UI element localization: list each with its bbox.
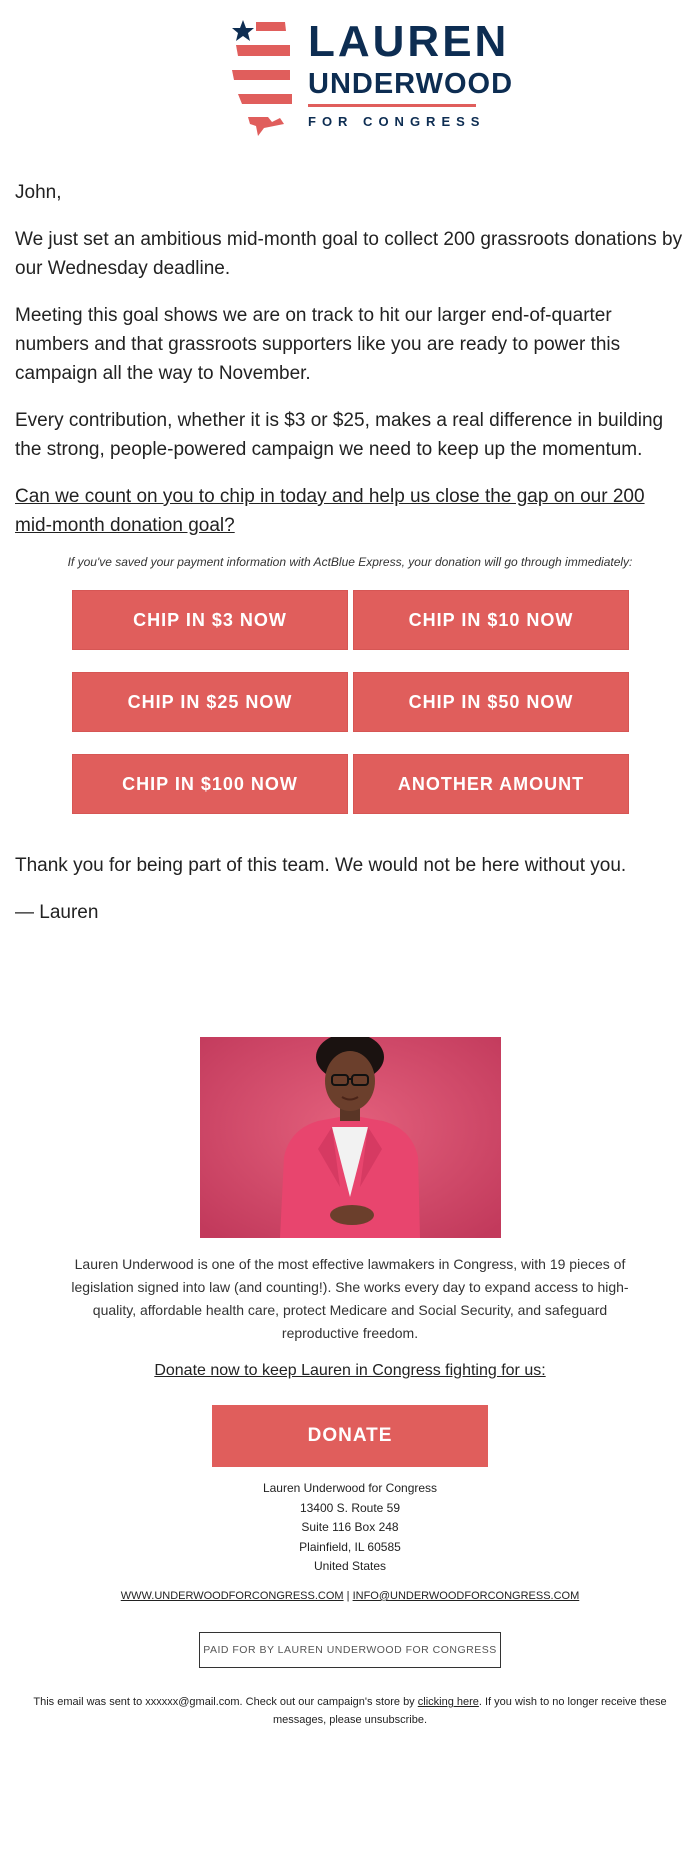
fine-print-text-start: This email was sent to xxxxxx@gmail.com. Check out our campaign's store by bbox=[33, 1696, 418, 1708]
candidate-photo bbox=[200, 1037, 501, 1238]
address-line-city: Plainfield, IL 60585 bbox=[299, 1539, 401, 1554]
address-line-org: Lauren Underwood for Congress bbox=[262, 1481, 438, 1495]
chip-in-link[interactable]: Can we count on you to chip in today and help us close the gap on our 200 mid-month donation goal? bbox=[15, 486, 645, 536]
campaign-logo bbox=[228, 17, 514, 136]
candidate-portrait bbox=[200, 1037, 501, 1238]
chip-in-10-button[interactable]: CHIP IN $10 NOW bbox=[353, 590, 629, 650]
candidate-bio: Lauren Underwood is one of the most effective lawmakers in Congress, with 19 pieces of legislation signed into law (and counting!). She works every day to expand access to high-quality, affordable health care, protect Medicare and Social Security, and safeguard reproductive freedom. bbox=[71, 1256, 629, 1341]
address-line-country: United States bbox=[313, 1559, 387, 1573]
store-link[interactable]: clicking here bbox=[417, 1696, 479, 1708]
chip-in-3-button[interactable]: CHIP IN $3 NOW bbox=[72, 590, 348, 650]
address-line-suite: Suite 116 Box 248 bbox=[301, 1520, 399, 1534]
logo-tagline: FOR CONGRESS bbox=[308, 114, 486, 129]
link-separator: | bbox=[346, 1590, 350, 1602]
illinois-flag-icon bbox=[228, 18, 308, 136]
fine-print bbox=[20, 1693, 680, 1729]
chip-in-100-button[interactable]: CHIP IN $100 NOW bbox=[72, 754, 348, 814]
greeting: John, bbox=[15, 182, 62, 203]
footer-links bbox=[0, 1590, 700, 1602]
logo-first-name: LAUREN bbox=[308, 17, 510, 66]
chip-in-25-button[interactable]: CHIP IN $25 NOW bbox=[72, 672, 348, 732]
signoff: — Lauren bbox=[15, 902, 99, 923]
address-line-street: 13400 S. Route 59 bbox=[299, 1500, 401, 1515]
paragraph-on-track: Meeting this goal shows we are on track to hit our larger end-of-quarter numbers and that grassroots supporters like you are ready to power this campaign all the way to November. bbox=[15, 305, 621, 384]
paid-for-disclaimer: PAID FOR BY LAUREN UNDERWOOD FOR CONGRESS bbox=[199, 1632, 501, 1668]
paragraph-contribution: Every contribution, whether it is $3 or $25, makes a real difference in building the strong, people-powered campaign we need to keep up the momentum. bbox=[15, 410, 664, 460]
logo-rule bbox=[308, 104, 476, 107]
thank-you-text: Thank you for being part of this team. We would not be here without you. bbox=[15, 855, 627, 876]
donate-now-link[interactable]: Donate now to keep Lauren in Congress fighting for us: bbox=[154, 1362, 546, 1379]
mailing-address bbox=[0, 1479, 700, 1577]
fine-print-text-end: . If you wish to no longer receive these messages, please unsubscribe. bbox=[272, 1696, 667, 1726]
email-link[interactable]: INFO@UNDERWOODFORCONGRESS.COM bbox=[352, 1590, 580, 1602]
donate-link-row bbox=[0, 1362, 700, 1380]
cta-paragraph bbox=[15, 482, 685, 540]
website-link[interactable]: WWW.UNDERWOODFORCONGRESS.COM bbox=[120, 1590, 344, 1602]
donate-button[interactable]: DONATE bbox=[212, 1405, 488, 1467]
paragraph-goal: We just set an ambitious mid-month goal to collect 200 grassroots donations by our Wednesday deadline. bbox=[15, 229, 683, 279]
chip-in-50-button[interactable]: CHIP IN $50 NOW bbox=[353, 672, 629, 732]
logo-last-name: UNDERWOOD bbox=[308, 68, 514, 100]
another-amount-button[interactable]: ANOTHER AMOUNT bbox=[353, 754, 629, 814]
actblue-express-note: If you've saved your payment information with ActBlue Express, your donation will go through immediately: bbox=[67, 555, 633, 569]
